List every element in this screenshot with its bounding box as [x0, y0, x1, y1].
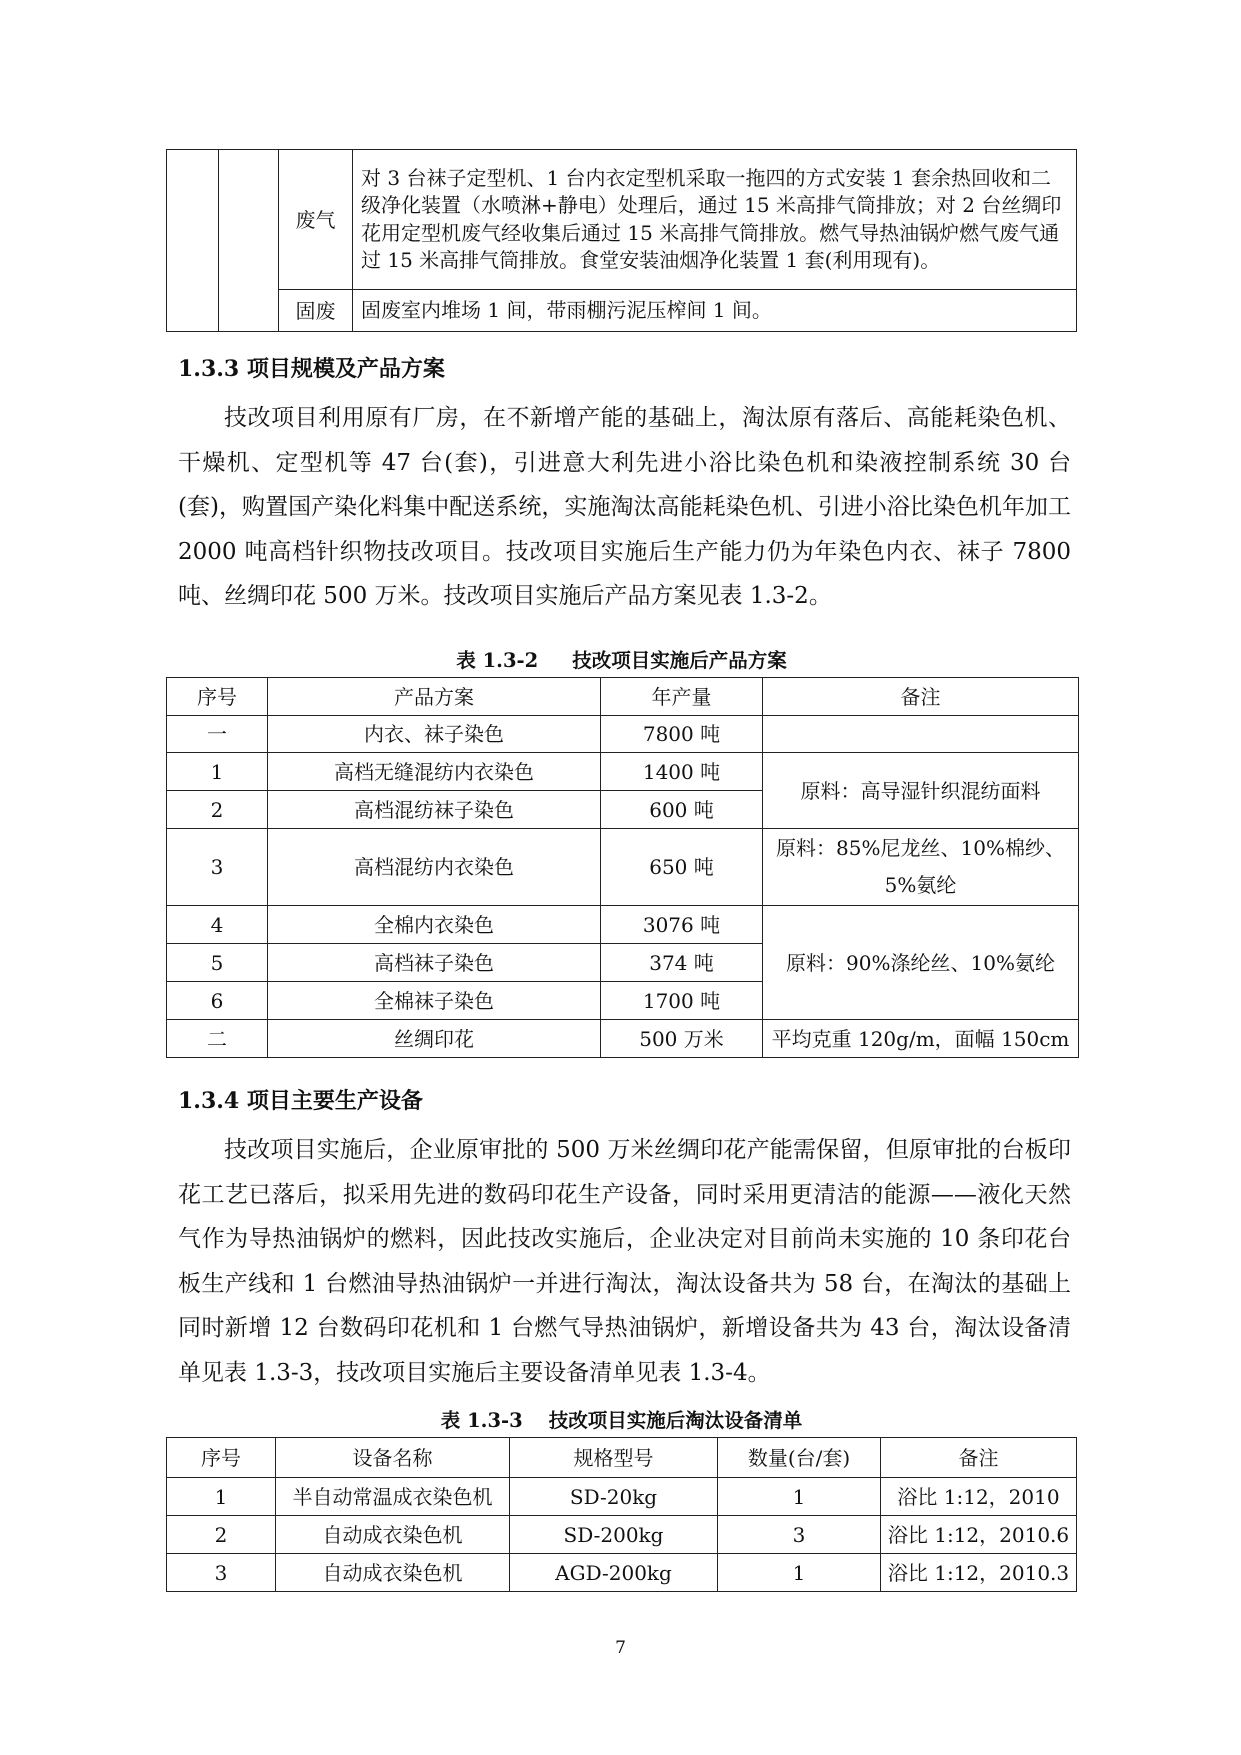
note-cell: [763, 716, 1079, 753]
product-name: 全棉袜子染色: [268, 982, 601, 1020]
body-paragraph: [178, 396, 1071, 619]
row-number: 1: [167, 753, 268, 791]
row-number: 二: [167, 1020, 268, 1058]
table-header-row: [167, 1438, 1077, 1478]
equipment-name: 自动成衣染色机: [276, 1554, 510, 1592]
row-number: 3: [167, 829, 268, 906]
product-name: 内衣、袜子染色: [268, 716, 601, 753]
table-row: [167, 1020, 1079, 1058]
equipment-name: 自动成衣染色机: [276, 1516, 510, 1554]
caption-title: 技改项目实施后淘汰设备清单: [548, 1409, 803, 1432]
note-cell: 浴比 1:12，2010.3: [881, 1554, 1077, 1592]
table-row: [167, 1516, 1077, 1554]
annual-output: 374 吨: [601, 944, 763, 982]
table-row: [167, 716, 1079, 753]
table-row: [167, 753, 1079, 791]
row-number: 4: [167, 906, 268, 944]
annual-output: 600 吨: [601, 791, 763, 829]
row-number: 2: [167, 1516, 276, 1554]
table-row: [167, 150, 1077, 290]
annual-output: 3076 吨: [601, 906, 763, 944]
note-cell: 浴比 1:12，2010.6: [881, 1516, 1077, 1554]
annual-output: 500 万米: [601, 1020, 763, 1058]
equipment-model: SD-20kg: [510, 1478, 718, 1516]
caption-number: 表 1.3-2: [456, 649, 539, 672]
caption-title: 技改项目实施后产品方案: [572, 649, 787, 672]
column-header: 备注: [881, 1438, 1077, 1478]
body-paragraph: [178, 1128, 1071, 1395]
column-header: 序号: [167, 678, 268, 716]
equipment-model: SD-200kg: [510, 1516, 718, 1554]
paragraph-text: 技改项目利用原有厂房，在不新增产能的基础上，淘汰原有落后、高能耗染色机、干燥机、定型机等 47 台(套)，引进意大利先进小浴比染色机和染液控制系统 30 台(套)，购置国产染化料集中配送系统，实施淘汰高能耗染色机、引进小浴比染色机年加工 2000 吨高档针织物技改项目。技改项目实施后生产能力仍为年染色内衣、袜子 7800 吨、丝绸印花 500 万米。技改项目实施后产品方案见表 1.3-2。: [178, 405, 1071, 609]
table-cell: [167, 150, 219, 332]
section-heading: 1.3.3 项目规模及产品方案: [178, 356, 445, 382]
column-header: 产品方案: [268, 678, 601, 716]
equipment-name: 半自动常温成衣染色机: [276, 1478, 510, 1516]
product-name: 高档无缝混纺内衣染色: [268, 753, 601, 791]
column-header: 序号: [167, 1438, 276, 1478]
annual-output: 1400 吨: [601, 753, 763, 791]
table-row: [167, 1554, 1077, 1592]
caption-number: 表 1.3-3: [440, 1409, 523, 1432]
row-number: 5: [167, 944, 268, 982]
product-name: 高档袜子染色: [268, 944, 601, 982]
note-cell: 原料：高导湿针织混纺面料: [763, 753, 1079, 829]
row-number: 3: [167, 1554, 276, 1592]
table-row: [167, 906, 1079, 944]
category-cell: 废气: [279, 150, 353, 290]
product-name: 丝绸印花: [268, 1020, 601, 1058]
equipment-qty: 1: [718, 1478, 881, 1516]
equipment-model: AGD-200kg: [510, 1554, 718, 1592]
column-header: 设备名称: [276, 1438, 510, 1478]
column-header: 年产量: [601, 678, 763, 716]
row-number: 2: [167, 791, 268, 829]
table-caption: [166, 1405, 1077, 1433]
table-row: [167, 290, 1077, 332]
column-header: 规格型号: [510, 1438, 718, 1478]
row-number: 一: [167, 716, 268, 753]
annual-output: 650 吨: [601, 829, 763, 906]
product-name: 高档混纺袜子染色: [268, 791, 601, 829]
category-cell: 固废: [279, 290, 353, 332]
page-number: 7: [615, 1638, 626, 1658]
row-number: 6: [167, 982, 268, 1020]
table-row: [167, 829, 1079, 906]
continuation-table: [166, 149, 1077, 332]
product-name: 高档混纺内衣染色: [268, 829, 601, 906]
equipment-qty: 1: [718, 1554, 881, 1592]
annual-output: 1700 吨: [601, 982, 763, 1020]
note-cell: 平均克重 120g/m，面幅 150cm: [763, 1020, 1079, 1058]
table-cell: [219, 150, 279, 332]
note-cell: 原料：85%尼龙丝、10%棉纱、5%氨纶: [763, 829, 1079, 906]
table-caption: [166, 645, 1077, 673]
description-cell: 固废室内堆场 1 间，带雨棚污泥压榨间 1 间。: [353, 290, 1077, 332]
section-heading: 1.3.4 项目主要生产设备: [178, 1088, 423, 1114]
paragraph-text: 技改项目实施后，企业原审批的 500 万米丝绸印花产能需保留，但原审批的台板印花工艺已落后，拟采用先进的数码印花生产设备，同时采用更清洁的能源——液化天然气作为导热油锅炉的燃料，因此技改实施后，企业决定对目前尚未实施的 10 条印花台板生产线和 1 台燃油导热油锅炉一并进行淘汰，淘汰设备共为 58 台，在淘汰的基础上同时新增 12 台数码印花机和 1 台燃气导热油锅炉，新增设备共为 43 台，淘汰设备清单见表 1.3-3，技改项目实施后主要设备清单见表 1.3-4。: [178, 1137, 1071, 1386]
note-cell: 原料：90%涤纶丝、10%氨纶: [763, 906, 1079, 1020]
column-header: 备注: [763, 678, 1079, 716]
note-cell: 浴比 1:12，2010: [881, 1478, 1077, 1516]
equipment-table: [166, 1437, 1077, 1592]
product-table: [166, 677, 1079, 1058]
equipment-qty: 3: [718, 1516, 881, 1554]
annual-output: 7800 吨: [601, 716, 763, 753]
column-header: 数量(台/套): [718, 1438, 881, 1478]
table-header-row: [167, 678, 1079, 716]
table-row: [167, 1478, 1077, 1516]
row-number: 1: [167, 1478, 276, 1516]
product-name: 全棉内衣染色: [268, 906, 601, 944]
description-cell: 对 3 台袜子定型机、1 台内衣定型机采取一拖四的方式安装 1 套余热回收和二级净化装置（水喷淋+静电）处理后，通过 15 米高排气筒排放；对 2 台丝绸印花用定型机废气经收集后通过 15 米高排气筒排放。燃气导热油锅炉燃气废气通过 15 米高排气筒排放。食堂安装油烟净化装置 1 套(利用现有)。: [353, 150, 1077, 290]
